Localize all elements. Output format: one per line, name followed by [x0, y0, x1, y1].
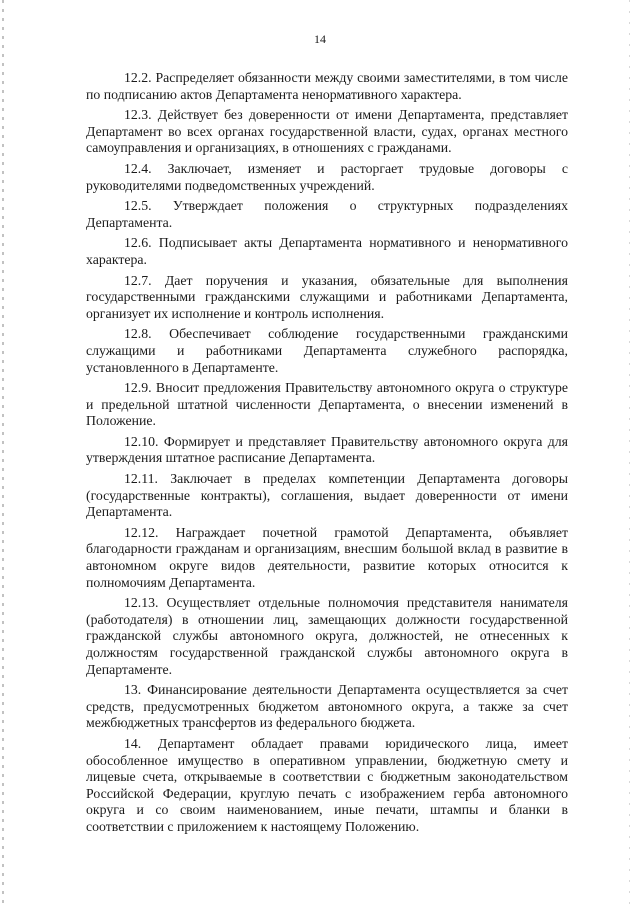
paragraph-12-6: 12.6. Подписывает акты Департамента нормативного и ненормативного характера. — [86, 235, 568, 267]
paragraph-12-9: 12.9. Вносит предложения Правительству автономного округа о структуре и предельной штатной численности Департамента, о внесении изменений в Положение. — [86, 380, 568, 429]
paragraph-12-10: 12.10. Формирует и представляет Правительству автономного округа для утверждения штатное расписание Департамента. — [86, 433, 568, 466]
scan-edge-left — [2, 0, 4, 905]
paragraph-12-13: 12.13. Осуществляет отдельные полномочия представителя нанимателя (работодателя) в отношении лиц, замещающих должности государственной гражданской службы автономного округа, должностей, не отнесенных к должностям государственной гражданской службы автономного округа в Департаменте. — [86, 595, 568, 677]
document-body — [86, 70, 568, 840]
paragraph-12-5: 12.5. Утверждает положения о структурных подразделениях Департамента. — [86, 198, 568, 230]
paragraph-12-11: 12.11. Заключает в пределах компетенции Департамента договоры (государственные контракты), соглашения, выдает доверенности от имени Департамента. — [86, 471, 568, 520]
paragraph-13: 13. Финансирование деятельности Департамента осуществляется за счет средств, предусмотренных бюджетом автономного округа, а также за счет межбюджетных трансфертов из федерального бюджета. — [86, 682, 568, 731]
paragraph-12-4: 12.4. Заключает, изменяет и расторгает трудовые договоры с руководителями подведомственных учреждений. — [86, 160, 568, 193]
scan-edge-right — [629, 0, 630, 905]
paragraph-12-8: 12.8. Обеспечивает соблюдение государственными гражданскими служащими и работниками Департамента служебного распорядка, установленного в Департаменте. — [86, 326, 568, 375]
page-number: 14 — [314, 32, 326, 46]
paragraph-12-12: 12.12. Награждает почетной грамотой Департамента, объявляет благодарности гражданам и организациям, внесшим большой вклад в развитие в автономном округе видов деятельности, развитие которых относится к полномочиям Департамента. — [86, 524, 568, 590]
paragraph-12-2: 12.2. Распределяет обязанности между своими заместителями, в том числе по подписанию актов Департамента ненормативного характера. — [86, 70, 568, 102]
paragraph-12-3: 12.3. Действует без доверенности от имени Департамента, представляет Департамент во всех органах государственной власти, судах, органах местного самоуправления и организациях, в отношениях с гражданами. — [86, 107, 568, 156]
paragraph-14: 14. Департамент обладает правами юридического лица, имеет обособленное имущество в оперативном управлении, бюджетную смету и лицевые счета, открываемые в соответствии с бюджетным законодательством Российской Федерации, круглую печать с изображением герба автономного округа и со своим наименованием, иные печати, штампы и бланки в соответствии с приложением к настоящему Положению. — [86, 735, 568, 834]
paragraph-12-7: 12.7. Дает поручения и указания, обязательные для выполнения государственными гражданскими служащими и работниками Департамента, организует их исполнение и контроль исполнения. — [86, 272, 568, 321]
